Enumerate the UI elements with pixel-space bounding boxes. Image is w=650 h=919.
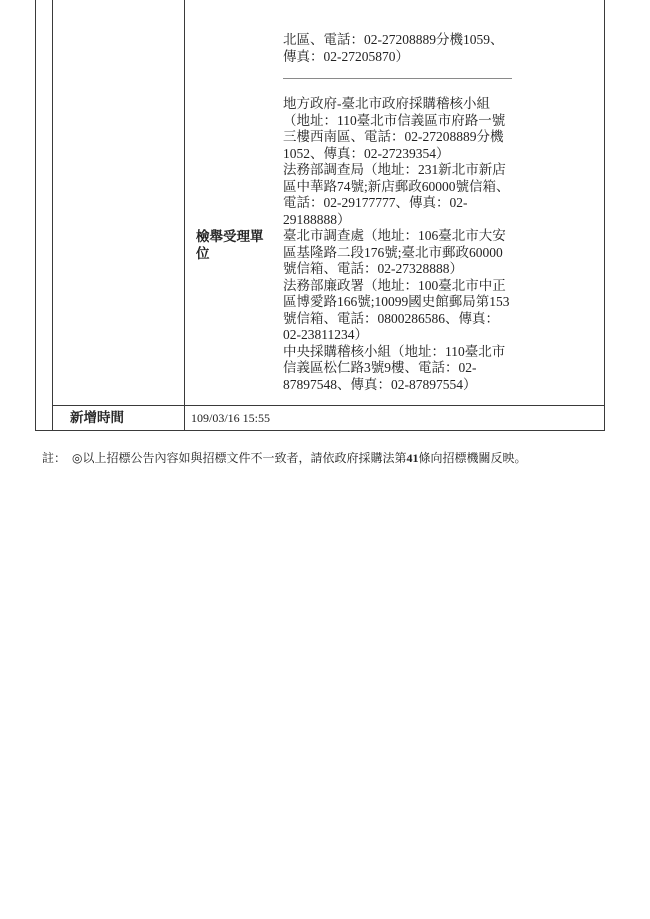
- report-units-label-line: 檢舉受理單: [196, 229, 264, 245]
- report-unit-line: 號信箱、電話：02-27328888）: [283, 261, 463, 276]
- report-unit-line: 地方政府-臺北市政府採購稽核小組: [283, 96, 490, 111]
- previous-entry-line: 北區、電話：02-27208889分機1059、: [283, 32, 504, 47]
- table-column-divider: [52, 0, 53, 431]
- report-unit-line: 信義區松仁路3號9樓、電話：02-: [283, 360, 477, 375]
- table-border-right: [604, 0, 605, 431]
- table-row-divider: [52, 405, 605, 406]
- table-border-bottom: [35, 430, 605, 431]
- footnote-text-end: 條向招標機關反映。: [418, 451, 527, 465]
- report-unit-line: 臺北市調查處（地址：106臺北市大安: [283, 228, 506, 243]
- report-unit-line: 02-23811234）: [283, 327, 368, 342]
- table-column-divider: [184, 0, 185, 431]
- entry-separator: [283, 78, 512, 79]
- previous-entry-text: [283, 32, 504, 65]
- created-time-label: 新增時間: [70, 410, 124, 426]
- report-unit-line: 號信箱、電話：0800286586、傳真：: [283, 310, 499, 326]
- report-unit-line: 法務部廉政署（地址：100臺北市中正: [283, 277, 506, 293]
- footnote-prefix: 註：: [42, 451, 67, 465]
- report-unit-line: （地址：110臺北市信義區市府路一號: [283, 112, 506, 128]
- table-border-left: [35, 0, 36, 431]
- report-unit-line: 法務部調查局（地址：231新北市新店: [283, 162, 506, 177]
- report-units-content: [283, 96, 510, 393]
- footnote: [42, 450, 527, 466]
- footnote-article-number: 41: [406, 451, 419, 465]
- report-unit-line: 中央採購稽核小組（地址：110臺北市: [283, 343, 506, 359]
- report-unit-line: 1052、傳真：02-27239354）: [283, 145, 450, 161]
- report-unit-line: 區中華路74號;新店郵政60000號信箱、: [283, 178, 510, 194]
- report-unit-line: 29188888）: [283, 211, 351, 227]
- previous-entry-line: 傳真：02-27205870）: [283, 48, 409, 64]
- report-unit-line: 三樓西南區、電話：02-27208889分機: [283, 129, 504, 144]
- report-unit-line: 電話：02-29177777、傳真：02-: [283, 195, 468, 210]
- footnote-text: ◎以上招標公告內容如與招標文件不一致者，請依政府採購法第: [72, 451, 407, 465]
- report-unit-line: 區基隆路二段176號;臺北市郵政60000: [283, 244, 503, 260]
- report-unit-line: 87897548、傳真：02-87897554）: [283, 376, 477, 392]
- report-unit-line: 區博愛路166號;10099國史館郵局第153: [283, 294, 510, 309]
- report-units-label-line: 位: [196, 245, 210, 262]
- report-units-label: [196, 229, 264, 262]
- created-time-value: 109/03/16 15:55: [191, 411, 271, 425]
